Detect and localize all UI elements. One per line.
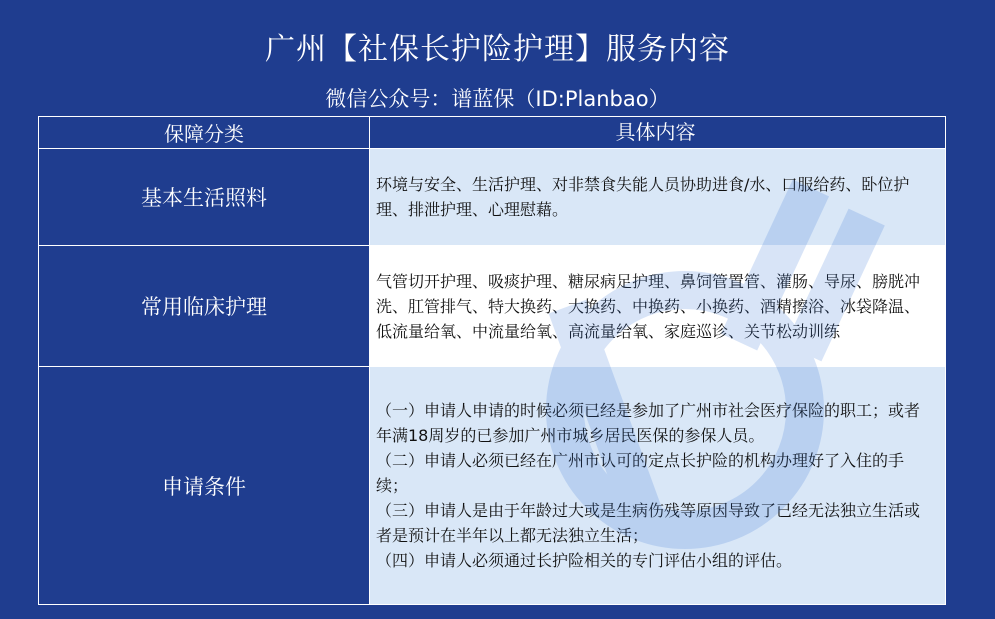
table-header-row — [39, 117, 945, 149]
page-title: 广州【社保长护险护理】服务内容 — [265, 32, 730, 67]
content-line: （三）申请人是由于年龄过大或是生病伤残等原因导致了已经无法独立生活或者是预计在半年以上都无法独立生活； — [376, 501, 921, 545]
table-row — [39, 246, 945, 367]
table-row — [39, 149, 945, 246]
page-subtitle: 微信公众号：谱蓝保（ID:Planbao） — [325, 87, 670, 111]
service-table — [38, 116, 946, 605]
content-line: （二）申请人必须已经在广州市认可的定点长护险的机构办理好了入住的手续； — [376, 451, 905, 495]
content-line: （四）申请人必须通过长护险相关的专门评估小组的评估。 — [376, 551, 793, 570]
row-content — [370, 246, 945, 366]
content-line: 环境与安全、生活护理、对非禁食失能人员协助进食/水、口服给药、卧位护理、排泄护理、心理慰藉。 — [376, 175, 910, 219]
table-row — [39, 367, 945, 604]
content-line: （一）申请人申请的时候必须已经是参加了广州市社会医疗保险的职工；或者年满18周岁的已参加广州市城乡居民医保的参保人员。 — [376, 401, 921, 445]
content-line: 气管切开护理、吸痰护理、糖尿病足护理、鼻饲管置管、灌肠、导尿、膀胱冲洗、肛管排气、特大换药、大换药、中换药、小换药、酒精擦浴、冰袋降温、低流量给氧、中流量给氧、高流量给氧、家庭巡诊、关节松动训练 — [376, 271, 921, 341]
row-category: 申请条件 — [39, 367, 370, 604]
header-content: 具体内容 — [615, 120, 696, 144]
row-category: 基本生活照料 — [39, 149, 370, 245]
row-content — [370, 149, 945, 245]
row-content — [370, 367, 945, 604]
row-category: 常用临床护理 — [39, 246, 370, 366]
header-category: 保障分类 — [39, 117, 370, 148]
